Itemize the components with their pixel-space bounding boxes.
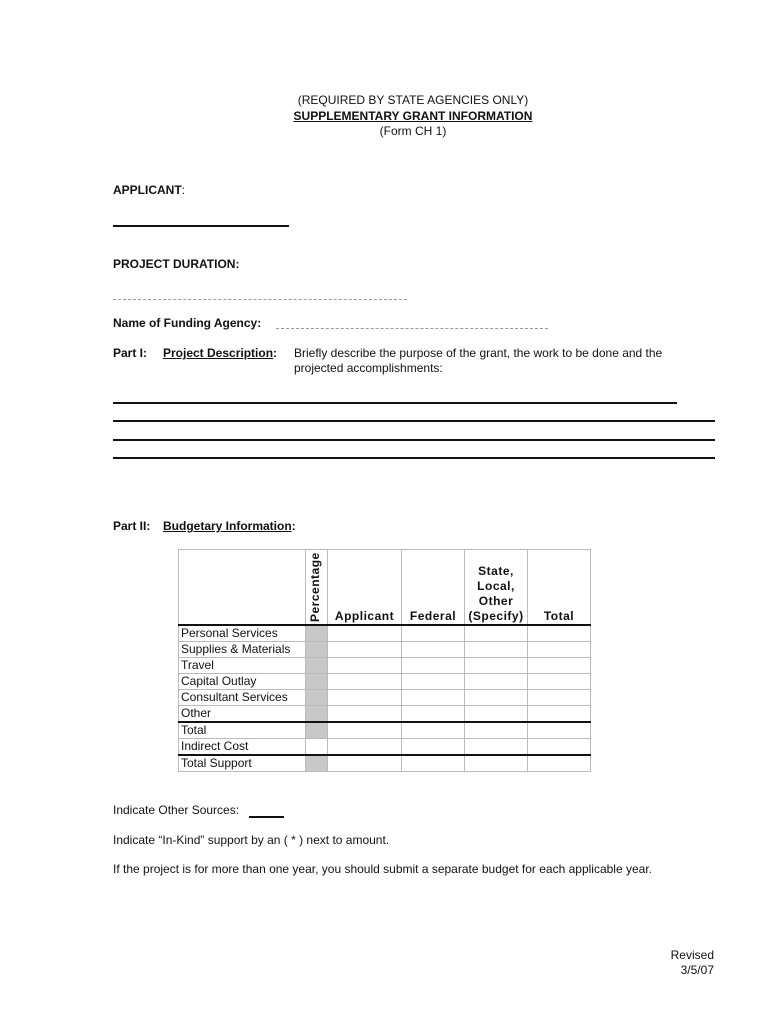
total-cell[interactable]	[528, 739, 591, 756]
federal-cell[interactable]	[402, 706, 465, 723]
applicant-field[interactable]	[113, 225, 289, 227]
table-row	[179, 658, 591, 674]
other-header-line1: State,	[478, 564, 514, 578]
applicant-cell[interactable]	[328, 674, 402, 690]
part1-number: Part I:	[113, 346, 148, 360]
total-cell[interactable]	[528, 722, 591, 739]
federal-cell[interactable]	[402, 642, 465, 658]
description-line-4[interactable]	[113, 457, 715, 459]
description-line-1[interactable]	[113, 402, 677, 404]
table-row	[179, 706, 591, 723]
revised-label: Revised	[670, 948, 714, 962]
row-label: Travel	[179, 658, 306, 674]
part2-colon: :	[291, 519, 296, 533]
table-row	[179, 739, 591, 756]
other-cell[interactable]	[465, 658, 528, 674]
header-line1: (REQUIRED BY STATE AGENCIES ONLY)	[297, 93, 529, 107]
table-row	[179, 722, 591, 739]
other-cell[interactable]	[465, 690, 528, 706]
applicant-colon: :	[181, 183, 186, 197]
applicant-cell[interactable]	[328, 706, 402, 723]
row-label: Total	[179, 722, 306, 739]
percentage-cell	[306, 722, 328, 739]
row-label: Other	[179, 706, 306, 723]
other-cell[interactable]	[465, 674, 528, 690]
total-header: Total	[528, 550, 591, 626]
multi-year-note: If the project is for more than one year, you should submit a separate budget for each applicable year.	[113, 862, 652, 876]
applicant-cell[interactable]	[328, 625, 402, 642]
federal-header: Federal	[402, 550, 465, 626]
part1-description-line2: projected accomplishments:	[294, 361, 443, 375]
percentage-cell	[306, 706, 328, 723]
applicant-cell[interactable]	[328, 755, 402, 772]
applicant-cell[interactable]	[328, 690, 402, 706]
other-cell[interactable]	[465, 706, 528, 723]
part1-title: Project Description	[163, 346, 274, 360]
project-duration-label: PROJECT DURATION:	[113, 257, 240, 271]
table-row	[179, 755, 591, 772]
percentage-cell	[306, 755, 328, 772]
applicant-header: Applicant	[328, 550, 402, 626]
table-row	[179, 625, 591, 642]
applicant-cell[interactable]	[328, 739, 402, 756]
table-row	[179, 690, 591, 706]
applicant-cell[interactable]	[328, 722, 402, 739]
federal-cell[interactable]	[402, 658, 465, 674]
budget-table	[178, 549, 591, 772]
table-row	[179, 674, 591, 690]
percentage-cell	[306, 642, 328, 658]
in-kind-note: Indicate “In-Kind” support by an ( * ) next to amount.	[113, 833, 390, 847]
total-cell[interactable]	[528, 658, 591, 674]
budget-corner-cell	[179, 550, 306, 626]
part2-title-group	[163, 519, 296, 533]
row-label: Consultant Services	[179, 690, 306, 706]
federal-cell[interactable]	[402, 690, 465, 706]
total-cell[interactable]	[528, 625, 591, 642]
other-cell[interactable]	[465, 722, 528, 739]
part1-description-line1: Briefly describe the purpose of the grant, the work to be done and the	[294, 346, 663, 360]
part2-title: Budgetary Information	[163, 519, 292, 533]
total-cell[interactable]	[528, 755, 591, 772]
other-sources-field[interactable]	[249, 816, 284, 818]
percentage-cell	[306, 690, 328, 706]
form-title: SUPPLEMENTARY GRANT INFORMATION	[293, 109, 533, 123]
project-duration-field[interactable]	[113, 299, 407, 300]
federal-cell[interactable]	[402, 722, 465, 739]
other-header-line4: (Specify)	[468, 609, 524, 623]
percentage-cell	[306, 658, 328, 674]
total-cell[interactable]	[528, 642, 591, 658]
percentage-header-cell	[306, 550, 328, 626]
federal-cell[interactable]	[402, 739, 465, 756]
row-label: Indirect Cost	[179, 739, 306, 756]
form-code: (Form CH 1)	[379, 124, 447, 138]
other-header-line2: Local,	[477, 579, 515, 593]
row-label: Capital Outlay	[179, 674, 306, 690]
funding-agency-label: Name of Funding Agency:	[113, 316, 262, 330]
other-sources-label: Indicate Other Sources:	[113, 803, 240, 817]
table-row	[179, 642, 591, 658]
federal-cell[interactable]	[402, 625, 465, 642]
total-cell[interactable]	[528, 690, 591, 706]
part1-title-group	[163, 346, 277, 360]
applicant-label-group	[113, 183, 185, 197]
total-cell[interactable]	[528, 674, 591, 690]
revised-date: 3/5/07	[680, 963, 714, 977]
federal-cell[interactable]	[402, 674, 465, 690]
description-line-3[interactable]	[113, 439, 715, 441]
other-cell[interactable]	[465, 739, 528, 756]
applicant-cell[interactable]	[328, 642, 402, 658]
other-header-line3: Other	[478, 594, 514, 608]
percentage-header: Percentage	[308, 552, 322, 622]
percentage-cell	[306, 674, 328, 690]
other-cell[interactable]	[465, 642, 528, 658]
applicant-label: APPLICANT	[113, 183, 182, 197]
percentage-cell	[306, 625, 328, 642]
other-cell[interactable]	[465, 625, 528, 642]
other-header	[465, 550, 528, 626]
budget-header-row	[179, 550, 591, 626]
description-line-2[interactable]	[113, 420, 715, 422]
percentage-cell[interactable]	[306, 739, 328, 756]
total-cell[interactable]	[528, 706, 591, 723]
row-label: Total Support	[179, 755, 306, 772]
funding-agency-field[interactable]	[276, 328, 548, 329]
row-label: Personal Services	[179, 625, 306, 642]
row-label: Supplies & Materials	[179, 642, 306, 658]
federal-cell[interactable]	[402, 755, 465, 772]
other-cell[interactable]	[465, 755, 528, 772]
part1-colon: :	[273, 346, 278, 360]
applicant-cell[interactable]	[328, 658, 402, 674]
part2-number: Part II:	[113, 519, 151, 533]
